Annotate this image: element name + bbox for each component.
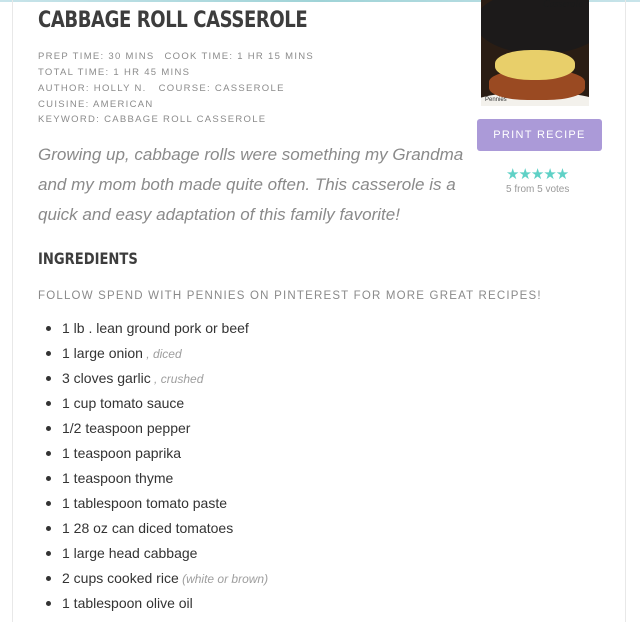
photo-caption: Casserole (543, 0, 583, 10)
ingredient-note: , crushed (150, 372, 204, 386)
bullet-icon (46, 526, 51, 531)
recipe-times-row (38, 51, 314, 62)
ingredient-item (38, 442, 268, 467)
ingredient-text: 2 cups cooked rice (62, 570, 179, 586)
photo-brand-logo: Pennies (485, 97, 507, 103)
recipe-intro: Growing up, cabbage rolls were something my Grandma and my mom both made quite often. This casserole is a quick and easy adaptation of this family favorite! (38, 145, 464, 224)
bullet-icon (46, 551, 51, 556)
recipe-keyword: KEYWORD: CABBAGE ROLL CASSEROLE (38, 114, 267, 125)
prep-time: PREP TIME: 30 MINS (38, 51, 155, 62)
ingredient-item (38, 492, 268, 517)
ingredient-text: 1 large head cabbage (62, 545, 198, 561)
ingredient-text: 1 cup tomato sauce (62, 395, 185, 411)
bullet-icon (46, 351, 51, 356)
ingredient-item (38, 417, 268, 442)
ingredient-item (38, 542, 268, 567)
bullet-icon (46, 476, 51, 481)
recipe-photo[interactable] (481, 0, 589, 106)
ingredients-list (38, 317, 268, 617)
bullet-icon (46, 326, 51, 331)
star-rating[interactable]: ★★★★★ (506, 166, 569, 183)
bullet-icon (46, 376, 51, 381)
total-time: TOTAL TIME: 1 HR 45 MINS (38, 67, 191, 78)
bullet-icon (46, 501, 51, 506)
ingredient-text: 1 teaspoon thyme (62, 470, 174, 486)
ingredient-item (38, 367, 268, 392)
ingredient-text: 1 tablespoon olive oil (62, 595, 193, 611)
ingredients-heading: INGREDIENTS (38, 249, 138, 268)
ingredient-item (38, 317, 268, 342)
cheese-layer (495, 50, 575, 80)
ingredient-text: 1 large onion (62, 345, 143, 361)
print-recipe-button[interactable]: PRINT RECIPE (477, 119, 602, 151)
ingredient-item (38, 517, 268, 542)
ingredient-item (38, 392, 268, 417)
ingredient-text: 1 teaspoon paprika (62, 445, 182, 461)
ingredient-note: , diced (142, 347, 182, 361)
recipe-title: CABBAGE ROLL CASSEROLE (38, 8, 308, 33)
recipe-cuisine: CUISINE: AMERICAN (38, 99, 154, 110)
bullet-icon (46, 451, 51, 456)
bullet-icon (46, 576, 51, 581)
ingredient-item (38, 592, 268, 617)
ingredient-text: 1 lb . lean ground pork or beef (62, 320, 249, 336)
ingredient-item (38, 342, 268, 367)
ingredient-note: (white or brown) (178, 572, 269, 586)
bullet-icon (46, 426, 51, 431)
ingredient-text: 1 28 oz can diced tomatoes (62, 520, 234, 536)
bullet-icon (46, 601, 51, 606)
pinterest-follow-link[interactable]: FOLLOW SPEND WITH PENNIES ON PINTEREST FOR MORE GREAT RECIPES! (38, 290, 542, 302)
ingredient-item (38, 467, 268, 492)
ingredient-item (38, 567, 268, 592)
rating-votes: 5 from 5 votes (506, 184, 570, 195)
ingredient-text: 1/2 teaspoon pepper (62, 420, 191, 436)
recipe-author: AUTHOR: HOLLY N. (38, 83, 147, 94)
ingredient-text: 1 tablespoon tomato paste (62, 495, 228, 511)
recipe-author-row (38, 83, 285, 94)
bullet-icon (46, 401, 51, 406)
recipe-course: COURSE: CASSEROLE (158, 83, 285, 94)
cook-time: COOK TIME: 1 HR 15 MINS (164, 51, 315, 62)
ingredient-text: 3 cloves garlic (62, 370, 151, 386)
